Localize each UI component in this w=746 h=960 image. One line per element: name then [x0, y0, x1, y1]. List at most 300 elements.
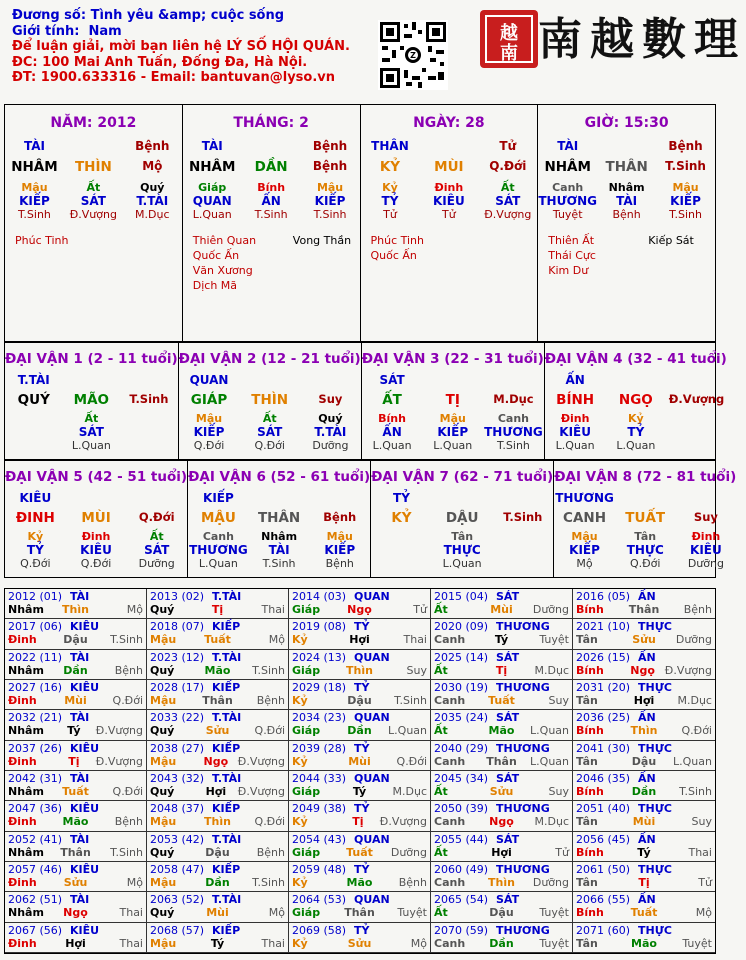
- annual-status: T.Sinh: [679, 785, 712, 798]
- hidden-can: Kỷ: [27, 530, 44, 543]
- annual-chi: Thìn: [346, 663, 373, 677]
- dai-van-can: ĐINH: [15, 510, 55, 526]
- annual-cell: [147, 680, 289, 710]
- annual-star: KIÊU: [70, 620, 100, 634]
- annual-bottom-row: [8, 694, 143, 707]
- star-name: Thái Cực: [548, 249, 596, 262]
- annual-luck-grid: [4, 588, 716, 954]
- annual-chi: Sửu: [632, 633, 656, 647]
- annual-chi: Tuất: [346, 845, 373, 859]
- dai-van-blank: [120, 373, 178, 387]
- annual-cell: [431, 771, 573, 801]
- star-name: Phúc Tinh: [370, 234, 425, 247]
- annual-year: 2050 (39): [434, 802, 489, 816]
- annual-bottom-row: [150, 815, 285, 828]
- annual-cell: [289, 710, 431, 740]
- annual-top-row: [292, 742, 427, 755]
- annual-chi: Hợi: [205, 785, 227, 798]
- annual-status: L.Quan: [530, 754, 569, 768]
- hidden-can: Mậu: [326, 530, 353, 543]
- annual-cell: [573, 862, 715, 892]
- annual-cell: [289, 589, 431, 619]
- annual-bottom-row: [576, 846, 712, 859]
- annual-star: THƯƠNG: [496, 681, 550, 694]
- annual-status: Bệnh: [256, 694, 285, 707]
- annual-star: THƯƠNG: [496, 923, 550, 937]
- annual-can: Kỷ: [292, 815, 308, 829]
- annual-can: Bính: [576, 845, 604, 859]
- annual-can: Giáp: [292, 663, 321, 677]
- annual-star: THỰC: [638, 681, 672, 694]
- star-name: Phúc Tinh: [15, 234, 69, 247]
- annual-bottom-row: [150, 694, 285, 707]
- dai-van-star: KIẾP: [203, 491, 234, 505]
- annual-status: Tử: [413, 603, 427, 616]
- annual-bottom-row: [292, 815, 427, 828]
- hidden-sao: THƯƠNG: [484, 425, 543, 439]
- annual-chi: Ngọ: [63, 906, 88, 920]
- annual-top-row: [576, 590, 712, 603]
- annual-bottom-row: [8, 815, 143, 828]
- annual-can: Ất: [434, 663, 448, 677]
- hidden-can: Ất: [84, 412, 99, 425]
- annual-bottom-row: [292, 846, 427, 859]
- annual-cell: [431, 710, 573, 740]
- hidden-sao: SÁT: [495, 194, 521, 208]
- dai-van-star-row: [179, 373, 361, 387]
- hidden-sao: THỰC: [443, 543, 481, 557]
- pillar-hidden-sao-row: [183, 194, 360, 208]
- dai-van-blank: [63, 373, 121, 387]
- hidden-can: Quý: [318, 412, 343, 425]
- hidden-sao: THƯƠNG: [189, 543, 248, 557]
- annual-top-row: [8, 802, 143, 815]
- annual-year: 2025 (14): [434, 650, 489, 664]
- dai-van-title: ĐẠI VẬN 4 (32 - 41 tuổi): [544, 351, 727, 367]
- annual-status: Dưỡng: [532, 876, 569, 889]
- dai-van-5: [5, 461, 188, 577]
- annual-star: KIẾP: [212, 741, 241, 755]
- dai-van-status: Bệnh: [323, 510, 357, 524]
- hidden-status: T.Sinh: [497, 439, 530, 452]
- dai-van-star: T.TÀI: [17, 373, 50, 387]
- hidden-sao: TÀI: [268, 543, 290, 557]
- annual-year: 2067 (56): [8, 923, 63, 937]
- annual-chi: Mão: [62, 815, 89, 829]
- annual-cell: [573, 771, 715, 801]
- annual-star: QUAN: [354, 590, 390, 603]
- annual-year: 2030 (19): [434, 681, 489, 694]
- annual-cell: [5, 650, 147, 680]
- annual-chi: Ngọ: [203, 754, 229, 768]
- hidden-status: [120, 439, 178, 452]
- annual-top-row: [292, 863, 427, 876]
- dai-van-can: CANH: [563, 510, 606, 526]
- annual-year: 2029 (18): [292, 681, 347, 694]
- dai-van-4: [545, 343, 727, 459]
- seal-text-top: 越: [500, 23, 518, 44]
- annual-cell: [5, 832, 147, 862]
- annual-status: Mộ: [410, 936, 427, 950]
- annual-star: SÁT: [496, 772, 520, 785]
- annual-star: THỰC: [638, 923, 672, 937]
- qr-code-icon[interactable]: [378, 20, 448, 90]
- hidden-status: Q.Đới: [254, 439, 285, 452]
- annual-bottom-row: [8, 785, 143, 798]
- pillar-chi-status: Q.Đới: [489, 159, 527, 173]
- annual-cell: [289, 862, 431, 892]
- hidden-sao: SÁT: [80, 194, 106, 208]
- hidden-sao: KIẾP: [19, 194, 50, 208]
- annual-cell: [289, 771, 431, 801]
- annual-top-row: [8, 833, 143, 846]
- annual-star: T.TÀI: [212, 650, 242, 664]
- hidden-status: Q.Đới: [193, 439, 225, 452]
- pillar-star-row: [538, 139, 715, 153]
- dai-van-hidden-sao-row: [179, 425, 361, 439]
- annual-year: 2063 (52): [150, 893, 205, 907]
- annual-can: Kỷ: [292, 754, 308, 768]
- pillar-hidden-status-row: [5, 208, 182, 221]
- dai-van-blank: [432, 491, 493, 505]
- hidden-status: Tuyệt: [552, 208, 583, 221]
- annual-bottom-row: [8, 876, 143, 889]
- hidden-status: Tử: [383, 208, 397, 221]
- annual-status: Mộ: [126, 876, 143, 889]
- hidden-can: Đinh: [560, 412, 590, 425]
- annual-cell: [289, 892, 431, 922]
- annual-can: Quý: [150, 906, 175, 920]
- annual-chi: Mùi: [490, 603, 513, 616]
- pillar-chi-star: [64, 139, 123, 153]
- annual-status: T.Sinh: [394, 694, 427, 707]
- hidden-can: Nhâm: [261, 530, 298, 543]
- dai-van-star-row: [362, 373, 544, 387]
- pillar-stars: [538, 233, 715, 278]
- annual-cell: [5, 710, 147, 740]
- annual-star: TÀI: [70, 832, 90, 846]
- annual-star: ẤN: [638, 832, 656, 846]
- annual-bottom-row: [576, 755, 712, 768]
- dai-van-8: [554, 461, 736, 577]
- annual-top-row: [576, 924, 712, 937]
- annual-can: Bính: [576, 785, 604, 798]
- annual-top-row: [576, 863, 712, 876]
- pillar-chi-status: Mộ: [142, 159, 163, 173]
- annual-status: Đ.Vượng: [95, 754, 143, 768]
- annual-star: QUAN: [354, 832, 390, 846]
- annual-can: Canh: [434, 936, 466, 950]
- stars-right: [648, 233, 694, 278]
- annual-status: Thai: [261, 936, 285, 950]
- annual-cell: [289, 923, 431, 953]
- dai-van-hidden-can-row: [371, 530, 553, 543]
- annual-chi: Tị: [352, 815, 364, 829]
- pillar-chi-status: T.Sinh: [665, 159, 706, 173]
- annual-cell: [289, 619, 431, 649]
- stars-left: [371, 233, 471, 263]
- dai-van-star-row: [545, 373, 727, 387]
- dai-van-main-row: [545, 392, 727, 408]
- annual-chi: Sửu: [347, 936, 372, 950]
- annual-top-row: [8, 590, 143, 603]
- pillar-stars: [183, 233, 360, 293]
- annual-can: Mậu: [150, 694, 177, 707]
- pillar-hidden-status-row: [183, 208, 360, 221]
- dai-van-main-row: [188, 510, 370, 526]
- annual-chi: Dậu: [347, 694, 372, 707]
- dai-van-blank: [66, 491, 127, 505]
- annual-bottom-row: [150, 603, 285, 616]
- dai-van-star-row: [5, 491, 187, 505]
- annual-bottom-row: [292, 694, 427, 707]
- hidden-sao: KIÊU: [80, 543, 112, 557]
- hidden-status: Bệnh: [325, 557, 354, 570]
- annual-can: Bính: [576, 603, 604, 616]
- dai-van-can: KỶ: [391, 510, 412, 526]
- annual-chi: Mão: [346, 876, 373, 889]
- annual-can: Kỷ: [292, 633, 308, 647]
- dai-van-star: ẤN: [565, 373, 585, 387]
- dai-van-chi: TUẤT: [625, 510, 666, 526]
- annual-status: Thai: [688, 845, 712, 859]
- annual-year: 2023 (12): [150, 650, 205, 664]
- hidden-status: L.Quan: [442, 557, 482, 570]
- dai-van-main-row: [362, 392, 544, 408]
- pillar-3: [538, 105, 715, 341]
- annual-status: T.Sinh: [252, 876, 285, 889]
- annual-bottom-row: [150, 785, 285, 798]
- dai-van-chi: THÌN: [251, 392, 289, 408]
- hidden-status: Dưỡng: [138, 557, 175, 570]
- pillar-can: KỶ: [379, 159, 401, 175]
- hidden-status: Tử: [442, 208, 456, 221]
- annual-cell: [147, 832, 289, 862]
- star-name: Dịch Mã: [192, 279, 238, 292]
- hidden-can: Mậu: [195, 412, 223, 425]
- annual-star: ẤN: [638, 711, 656, 725]
- annual-star: TỶ: [354, 741, 370, 755]
- dai-van-hidden-can-row: [554, 530, 736, 543]
- hidden-sao: KIẾP: [324, 543, 356, 557]
- annual-can: Nhâm: [8, 724, 44, 738]
- annual-star: QUAN: [354, 650, 390, 664]
- annual-cell: [431, 680, 573, 710]
- pillar-2: [361, 105, 539, 341]
- annual-year: 2040 (29): [434, 741, 489, 755]
- dai-van-hidden-status-row: [5, 439, 178, 452]
- dai-van-star-row: [554, 491, 736, 505]
- dai-van-main-row: [5, 510, 187, 526]
- annual-cell: [147, 710, 289, 740]
- hidden-sao: KIẾP: [437, 425, 469, 439]
- annual-chi: Dậu: [63, 633, 88, 647]
- annual-can: Mậu: [150, 754, 177, 768]
- annual-cell: [5, 801, 147, 831]
- annual-status: Q.Đới: [112, 785, 143, 798]
- annual-year: 2020 (09): [434, 620, 489, 634]
- annual-bottom-row: [292, 664, 427, 677]
- four-pillars-table: [4, 104, 716, 342]
- hidden-status: L.Quan: [71, 439, 111, 452]
- pillar-can: NHÂM: [11, 159, 58, 175]
- annual-star: KIÊU: [70, 923, 100, 937]
- hidden-status: L.Quan: [198, 557, 238, 570]
- annual-status: Bệnh: [114, 815, 143, 829]
- annual-status: Mộ: [268, 906, 285, 920]
- hidden-sao: KIÊU: [559, 425, 591, 439]
- annual-star: KIẾP: [212, 802, 241, 816]
- dai-van-can: MẬU: [200, 510, 236, 526]
- pillar-chi-star: [597, 139, 656, 153]
- annual-star: QUAN: [354, 711, 390, 725]
- pillar-can-star: TÀI: [557, 139, 579, 153]
- annual-cell: [431, 619, 573, 649]
- annual-year: 2044 (33): [292, 772, 347, 785]
- pillar-star-row: [5, 139, 182, 153]
- annual-top-row: [150, 924, 285, 937]
- hidden-can: Đinh: [691, 530, 721, 543]
- owner-label: Đương số:: [12, 8, 87, 23]
- annual-year: 2019 (08): [292, 620, 347, 634]
- annual-top-row: [576, 620, 712, 633]
- annual-year: 2037 (26): [8, 741, 63, 755]
- annual-status: Bệnh: [683, 603, 712, 616]
- hidden-can: Canh: [497, 412, 530, 425]
- annual-chi: Thân: [486, 754, 517, 768]
- annual-status: Bệnh: [256, 845, 285, 859]
- annual-year: 2012 (01): [8, 590, 63, 603]
- red-seal-icon: [478, 8, 540, 70]
- pillar-main-row: [538, 159, 715, 175]
- annual-status: Tử: [698, 876, 712, 889]
- annual-cell: [5, 741, 147, 771]
- hidden-status: L.Quan: [555, 439, 595, 452]
- annual-star: TỶ: [354, 681, 370, 694]
- annual-cell: [5, 892, 147, 922]
- annual-can: Giáp: [292, 785, 321, 798]
- annual-can: Canh: [434, 694, 466, 707]
- annual-cell: [573, 923, 715, 953]
- address-line: ĐC: 100 Mai Anh Tuấn, Đống Đa, Hà Nội.: [12, 54, 308, 70]
- annual-cell: [431, 832, 573, 862]
- pillar-star-row: [183, 139, 360, 153]
- annual-top-row: [434, 742, 569, 755]
- hidden-can: Đinh: [434, 181, 464, 194]
- hidden-can: Ất: [262, 412, 277, 425]
- annual-status: Thai: [119, 936, 143, 950]
- annual-year: 2016 (05): [576, 590, 631, 603]
- annual-cell: [431, 741, 573, 771]
- annual-cell: [573, 589, 715, 619]
- annual-star: TÀI: [70, 650, 90, 664]
- dai-van-blank: [676, 491, 737, 505]
- annual-chi: Tuất: [204, 633, 231, 647]
- hidden-sao: T.TÀI: [314, 425, 347, 439]
- dai-van-blank: [422, 373, 483, 387]
- annual-year: 2053 (42): [150, 832, 205, 846]
- dai-van-title: ĐẠI VẬN 8 (72 - 81 tuổi): [554, 469, 737, 485]
- pillar-can-status: Bệnh: [135, 139, 170, 153]
- hidden-status: Q.Đới: [20, 557, 51, 570]
- pillar-hidden-sao-row: [5, 194, 182, 208]
- annual-top-row: [434, 863, 569, 876]
- star-name: Quốc Ấn: [370, 249, 417, 262]
- dai-van-star-row: [5, 373, 178, 387]
- stars-left: [548, 233, 648, 278]
- annual-can: Giáp: [292, 724, 321, 738]
- annual-bottom-row: [576, 694, 712, 707]
- annual-top-row: [150, 772, 285, 785]
- annual-top-row: [150, 833, 285, 846]
- annual-bottom-row: [150, 664, 285, 677]
- hidden-status: T.Sinh: [669, 208, 702, 221]
- hidden-can: Canh: [552, 181, 584, 194]
- annual-bottom-row: [8, 846, 143, 859]
- annual-year: 2064 (53): [292, 893, 347, 907]
- annual-status: M.Dục: [534, 663, 569, 677]
- hidden-can: Tân: [634, 530, 657, 543]
- annual-can: Bính: [576, 906, 604, 920]
- annual-year: 2021 (10): [576, 620, 631, 634]
- annual-can: Quý: [150, 724, 175, 738]
- star-name: Thiên Quan: [192, 234, 257, 247]
- annual-can: Ất: [434, 724, 448, 738]
- pillar-hidden-can-row: [538, 181, 715, 194]
- hidden-can: Kỷ: [627, 412, 644, 425]
- annual-bottom-row: [434, 724, 569, 737]
- annual-can: Canh: [434, 815, 466, 829]
- annual-top-row: [292, 620, 427, 633]
- annual-chi: Ngọ: [347, 603, 372, 616]
- annual-bottom-row: [150, 906, 285, 919]
- star-name: Kim Dư: [548, 264, 589, 277]
- annual-can: Đinh: [8, 936, 37, 950]
- svg-text:Z: Z: [410, 51, 416, 60]
- dai-van-2: [179, 343, 362, 459]
- annual-star: SÁT: [496, 590, 520, 603]
- dai-van-1: [5, 343, 179, 459]
- star-name: Thiên Ất: [548, 234, 595, 247]
- dai-van-status: Suy: [318, 392, 343, 406]
- hidden-status: [5, 439, 63, 452]
- annual-year: 2015 (04): [434, 590, 489, 603]
- dai-van-main-row: [179, 392, 361, 408]
- annual-status: L.Quan: [388, 724, 427, 738]
- hidden-sao: [493, 543, 554, 557]
- dai-van-hidden-sao-row: [5, 425, 178, 439]
- annual-status: Suy: [406, 663, 427, 677]
- dai-van-status: Q.Đới: [138, 510, 175, 524]
- hidden-can: Nhâm: [608, 181, 645, 194]
- hidden-status: Q.Đới: [80, 557, 112, 570]
- annual-cell: [5, 619, 147, 649]
- annual-top-row: [8, 893, 143, 906]
- annual-bottom-row: [292, 785, 427, 798]
- annual-top-row: [8, 681, 143, 694]
- annual-status: Đ.Vượng: [237, 785, 285, 798]
- dai-van-hidden-sao-row: [362, 425, 544, 439]
- annual-status: Q.Đới: [112, 694, 143, 707]
- dai-van-blank: [126, 491, 187, 505]
- hidden-sao: THƯƠNG: [538, 194, 598, 208]
- hidden-can: Mậu: [21, 181, 48, 194]
- hidden-can: Canh: [202, 530, 234, 543]
- annual-year: 2057 (46): [8, 863, 63, 876]
- annual-bottom-row: [8, 603, 143, 616]
- annual-bottom-row: [8, 906, 143, 919]
- annual-star: T.TÀI: [212, 772, 242, 785]
